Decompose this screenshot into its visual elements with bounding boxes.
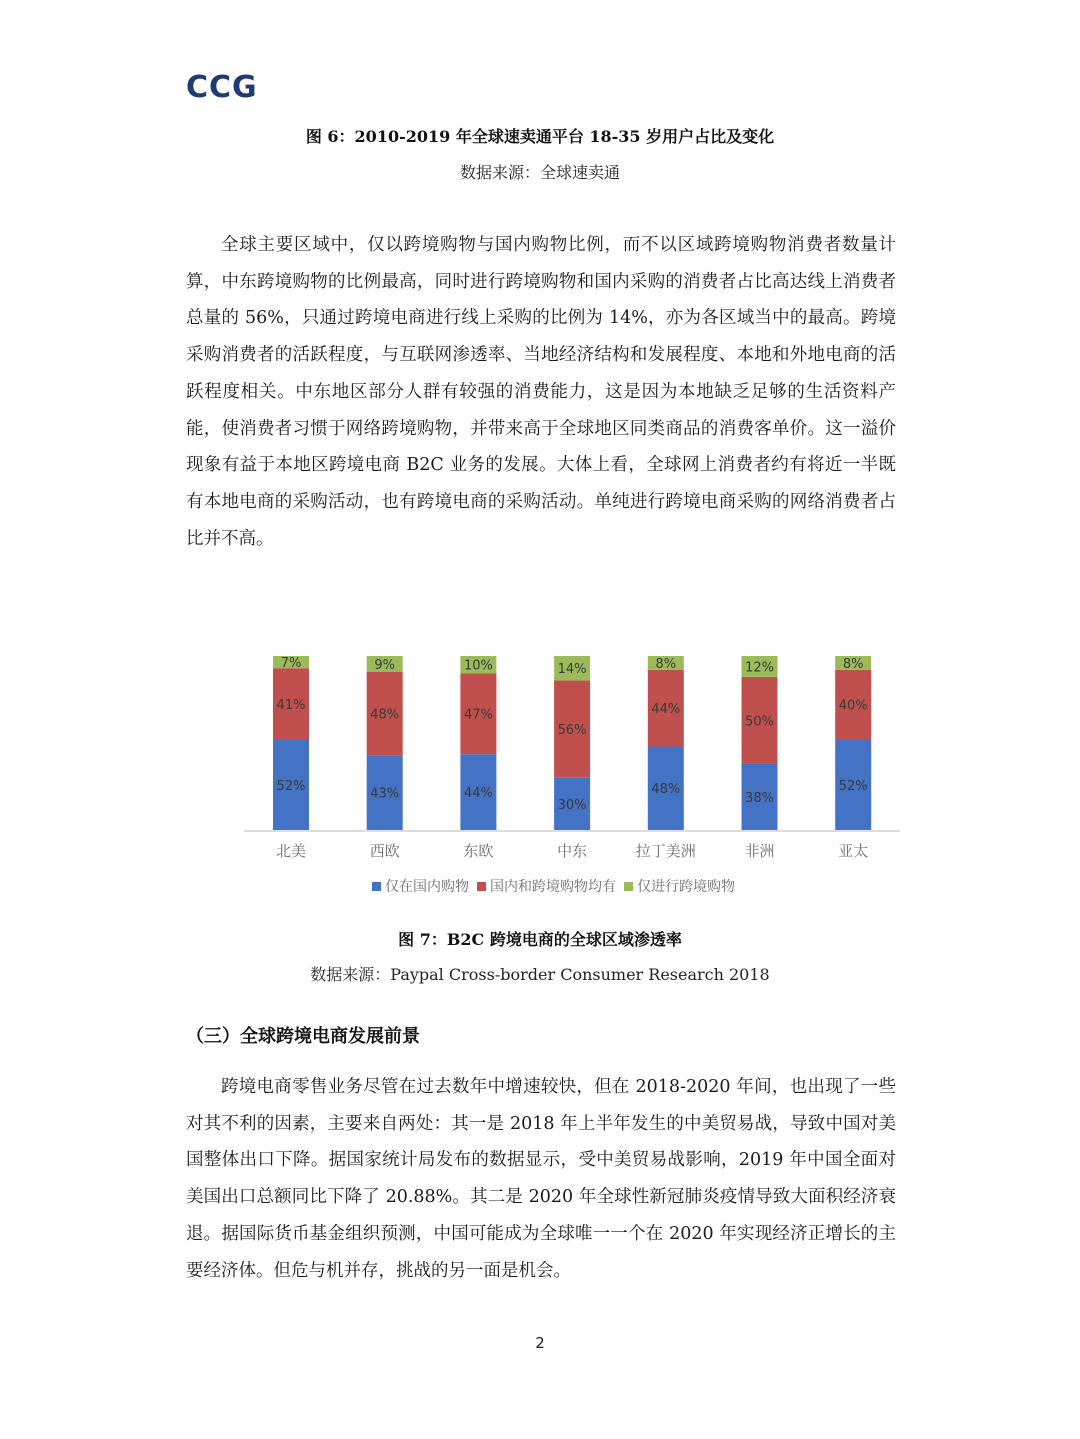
data-label-5-1: 48% <box>651 782 681 798</box>
data-label-6-1: 38% <box>745 790 774 806</box>
body-paragraph-2: 跨境电商零售业务尽管在过去数年中增速较快，但在 2018-2020 年间，也出现了一些对其不利的因素，主要来自两处：其一是 2018 年上半年发生的中美贸易战，导致中国对美国整体出口下降。据国家统计局发布的数据显示，受中美贸易战影响，2019 年中国全面对美国出口总额同比下降了 20.88%。其二是 2020 年全球性新冠肺炎疫情导致大面积经济衰退。据国际货币基金组织预测，中国可能成为全球唯一一个在 2020 年实现经济正增长的主要经济体。但危与机并存，挑战的另一面是机会。 <box>186 1077 896 1281</box>
figure6-source: 数据来源：全球速卖通 <box>459 163 620 182</box>
legend-label-3: 仅进行跨境购物 <box>637 879 735 895</box>
page-number: 2 <box>535 1334 545 1352</box>
figure7-caption: 图 7：B2C 跨境电商的全球区域渗透率 <box>398 930 682 949</box>
data-label-3-3: 10% <box>463 658 493 674</box>
x-tick-label-2: 西欧 <box>369 842 400 860</box>
data-label-7-2: 40% <box>838 698 868 714</box>
data-label-1-1: 52% <box>276 778 306 794</box>
x-tick-label-4: 中东 <box>557 842 588 860</box>
legend-item-1 <box>372 876 469 896</box>
data-label-4-1: 30% <box>557 797 587 813</box>
ccg-logo: CCG <box>186 70 258 105</box>
body-paragraph-1: 全球主要区域中，仅以跨境购物与国内购物比例，而不以区域跨境购物消费者数量计算，中东跨境购物的比例最高，同时进行跨境购物和国内采购的消费者占比高达线上消费者总量的 56%，只通过跨境电商进行线上采购的比例为 14%，亦为各区域当中的最高。跨境采购消费者的活跃程度，与互联网渗透率、当地经济结构和发展程度、本地和外地电商的活跃程度相关。中东地区部分人群有较强的消费能力，这是因为本地缺乏足够的生活资料产能，使消费者习惯于网络跨境购物，并带来高于全球地区同类商品的消费客单价。这一溢价现象有益于本地区跨境电商 B2C 业务的发展。大体上看，全球网上消费者约有将近一半既有本地电商的采购活动，也有跨境电商的采购活动。单纯进行跨境电商采购的网络消费者占比并不高。 <box>186 235 896 549</box>
section-heading: （三）全球跨境电商发展前景 <box>186 1026 420 1047</box>
legend-label-2: 国内和跨境购物均有 <box>490 879 616 895</box>
data-label-5-3: 8% <box>655 656 677 672</box>
x-tick-label-3: 东欧 <box>463 842 494 860</box>
data-label-2-3: 9% <box>374 657 396 673</box>
chart-legend <box>372 876 735 896</box>
data-label-2-2: 48% <box>370 707 400 723</box>
data-label-6-3: 12% <box>745 660 774 676</box>
data-label-6-2: 50% <box>745 714 774 730</box>
legend-label-1: 仅在国内购物 <box>385 879 469 895</box>
data-label-7-1: 52% <box>838 778 868 794</box>
x-tick-label-5: 拉丁美洲 <box>635 842 696 860</box>
legend-item-3 <box>624 876 735 896</box>
figure6-caption: 图 6：2010-2019 年全球速卖通平台 18-35 岁用户占比及变化 <box>305 127 775 146</box>
legend-swatch-1 <box>372 882 381 891</box>
x-tick-label-1: 北美 <box>275 842 307 860</box>
data-label-1-3: 7% <box>280 656 302 672</box>
legend-swatch-3 <box>624 882 633 891</box>
legend-swatch-2 <box>477 882 486 891</box>
x-tick-label-7: 亚太 <box>838 842 869 860</box>
data-label-2-1: 43% <box>370 786 400 802</box>
data-label-3-1: 44% <box>463 786 493 802</box>
data-label-5-2: 44% <box>651 702 681 718</box>
data-label-1-2: 41% <box>276 697 306 713</box>
data-label-4-2: 56% <box>557 723 587 739</box>
x-tick-label-6: 非洲 <box>744 842 775 860</box>
data-label-3-2: 47% <box>463 707 493 723</box>
data-label-4-3: 14% <box>557 662 587 678</box>
data-label-7-3: 8% <box>842 656 864 672</box>
legend-item-2 <box>477 876 616 896</box>
figure7-source: 数据来源：Paypal Cross-border Consumer Research 2018 <box>310 965 770 984</box>
